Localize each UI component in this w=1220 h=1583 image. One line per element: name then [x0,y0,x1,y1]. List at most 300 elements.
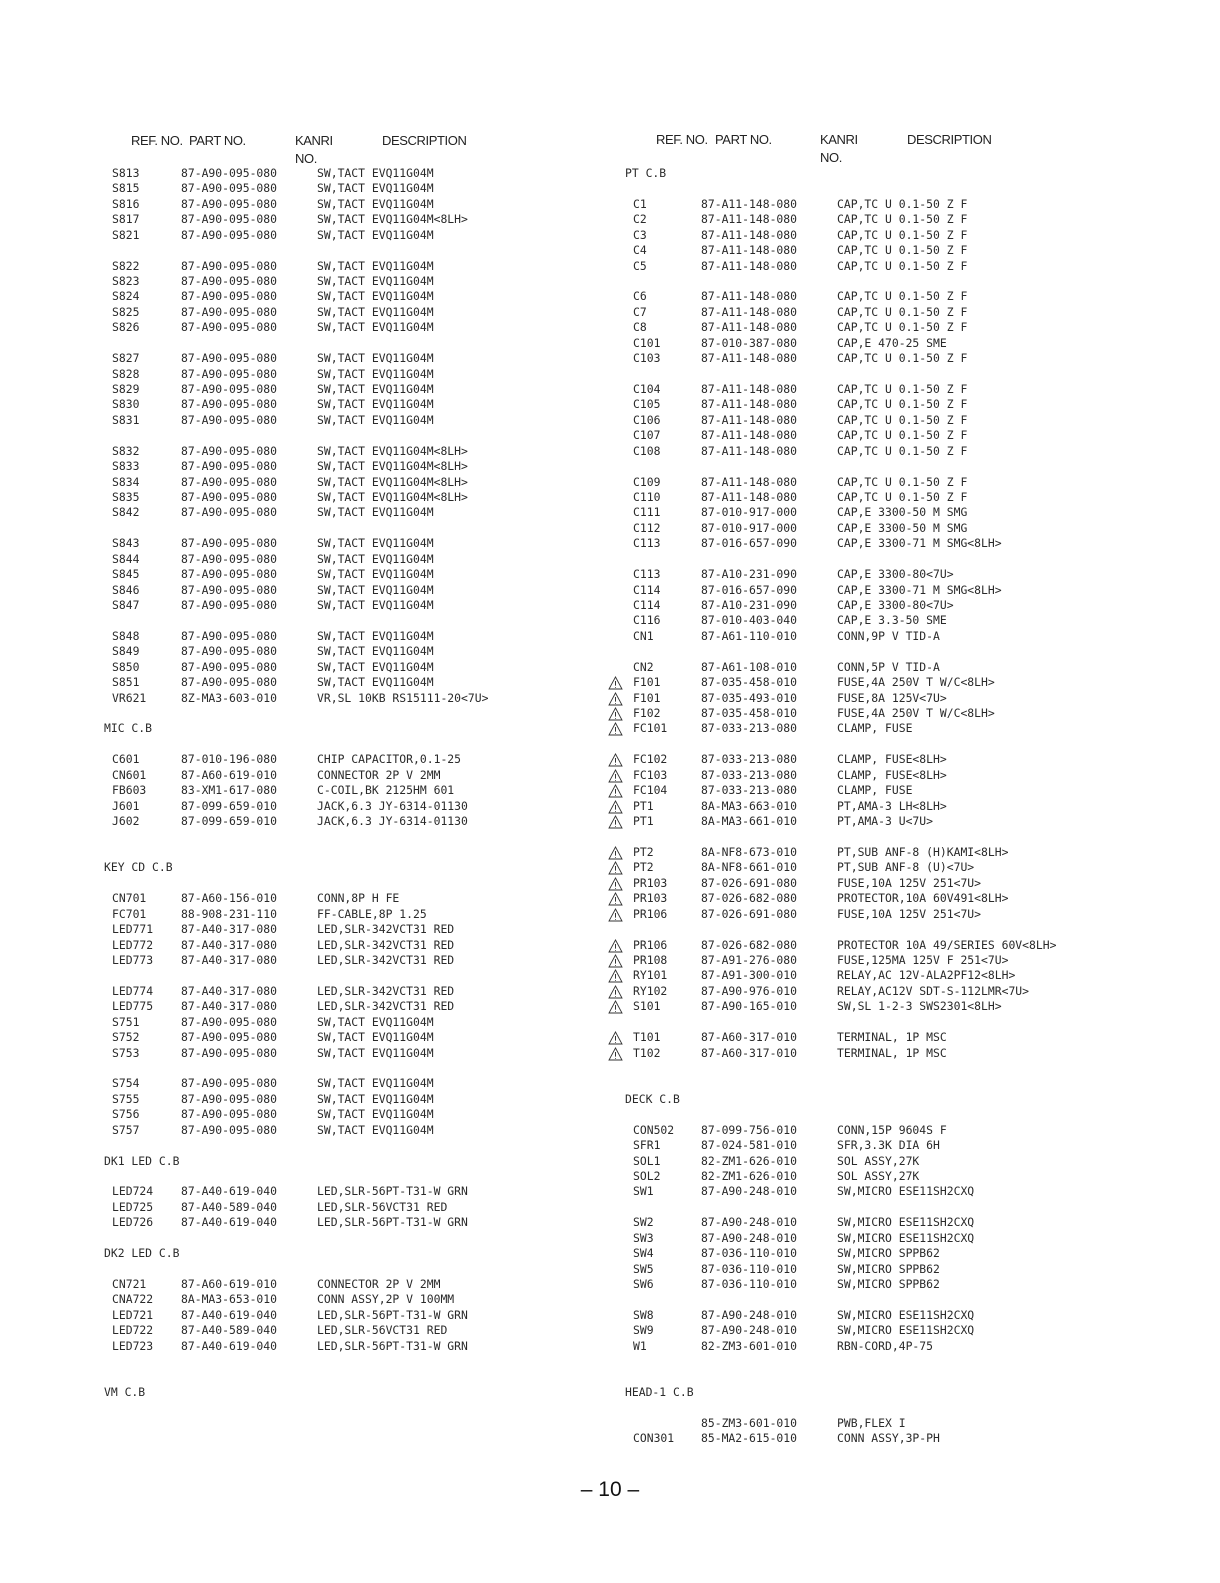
description: SW,TACT EVQ11G04M [317,582,434,597]
part-row [0,999,1220,1014]
ref-no: C5 [633,258,647,273]
header-kanri-no-right: NO. [820,150,842,165]
ref-no: CON301 [633,1431,675,1446]
part-row [0,536,1220,551]
description: LED,SLR-342VCT31 RED [317,922,455,937]
ref-no: S821 [112,227,140,242]
description: SW,TACT EVQ11G04M<8LH> [317,443,468,458]
ref-no: C2 [633,212,647,227]
part-no: 87-A90-095-080 [181,227,278,242]
description: SW,MICRO SPPB62 [837,1276,940,1291]
part-no: 87-036-110-010 [701,1276,798,1291]
description: SW,TACT EVQ11G04M [317,567,434,582]
part-no: 87-A90-248-010 [701,1184,798,1199]
part-no: 87-016-657-090 [701,536,798,551]
part-row [0,259,1220,274]
part-no: 87-A90-095-080 [181,536,278,551]
ref-no: S850 [112,659,140,674]
ref-no: S752 [112,1030,140,1045]
part-no: 87-A11-148-080 [701,212,798,227]
safety-warning-icon [608,908,623,922]
description: CAP,TC U 0.1-50 Z F [837,212,968,227]
part-no: 87-A90-095-080 [181,1030,278,1045]
part-row [0,706,1220,721]
description: SW,MICRO ESE11SH2CXQ [837,1230,975,1245]
description: SOL ASSY,27K [837,1168,920,1183]
ref-no: RY102 [633,983,668,998]
part-row [0,475,1220,490]
part-no: 87-A11-148-080 [701,196,798,211]
ref-no: S817 [112,212,140,227]
part-no: 85-ZM3-601-010 [701,1415,798,1430]
description: FUSE,10A 125V 251<7U> [837,906,982,921]
ref-no: SW9 [633,1323,654,1338]
part-no: 87-A40-317-080 [181,999,278,1014]
description: CAP,TC U 0.1-50 Z F [837,196,968,211]
ref-no: S816 [112,196,140,211]
description: CONN ASSY,2P V 100MM [317,1292,455,1307]
part-row [0,567,1220,582]
part-row [0,351,1220,366]
safety-warning-icon [608,676,623,690]
part-row [0,1416,1220,1431]
part-no: 87-036-110-010 [701,1246,798,1261]
description: LED,SLR-56PT-T31-W GRN [317,1338,468,1353]
ref-no: S751 [112,1014,140,1029]
description: LED,SLR-56VCT31 RED [317,1199,448,1214]
description: CAP,TC U 0.1-50 Z F [837,474,968,489]
part-no: 87-A11-148-080 [701,382,798,397]
ref-no: LED723 [112,1338,154,1353]
description: SW,MICRO ESE11SH2CXQ [837,1184,975,1199]
description: SW,TACT EVQ11G04M<8LH> [317,490,468,505]
part-row [0,845,1220,860]
description: SW,TACT EVQ11G04M [317,304,434,319]
part-row [0,691,1220,706]
description: RELAY,AC12V SDT-S-112LMR<7U> [837,983,1030,998]
part-no: 87-A11-148-080 [701,490,798,505]
part-no: 85-MA2-615-010 [701,1431,798,1446]
part-no: 87-A90-165-010 [701,999,798,1014]
description: CAP,TC U 0.1-50 Z F [837,382,968,397]
description: LED,SLR-342VCT31 RED [317,952,455,967]
part-row [0,783,1220,798]
description: SW,TACT EVQ11G04M<8LH> [317,459,468,474]
ref-no: LED771 [112,922,154,937]
part-no: 88-908-231-110 [181,906,278,921]
ref-no: S826 [112,320,140,335]
part-row [0,1030,1220,1045]
part-no: 8A-MA3-661-010 [701,814,798,829]
description: SW,MICRO ESE11SH2CXQ [837,1307,975,1322]
part-row [0,1262,1220,1277]
ref-no: CN1 [633,628,654,643]
description: CAP,E 3300-80<7U> [837,598,954,613]
part-row [0,1292,1220,1307]
description: CAP,TC U 0.1-50 Z F [837,428,968,443]
part-no: 87-A60-619-010 [181,1276,278,1291]
part-no: 87-A40-589-040 [181,1199,278,1214]
description: CAP,E 3300-71 M SMG<8LH> [837,536,1002,551]
description: CONNECTOR 2P V 2MM [317,1276,441,1291]
ref-no: S822 [112,258,140,273]
section-heading: DECK C.B [625,1091,680,1106]
part-row [0,1092,1220,1107]
description: PT,AMA-3 LH<8LH> [837,798,947,813]
part-row [0,228,1220,243]
part-no: 87-A90-095-080 [181,1014,278,1029]
description: CAP,TC U 0.1-50 Z F [837,397,968,412]
part-no: 87-A90-095-080 [181,366,278,381]
part-row [0,1123,1220,1138]
part-row [0,444,1220,459]
ref-no: S835 [112,490,140,505]
safety-warning-icon [608,784,623,798]
ref-no: C106 [633,412,661,427]
ref-no: LED726 [112,1215,154,1230]
part-row [0,1431,1220,1446]
part-no: 82-ZM3-601-010 [701,1338,798,1353]
part-no: 87-A90-248-010 [701,1230,798,1245]
part-row [0,922,1220,937]
description: SW,TACT EVQ11G04M [317,659,434,674]
ref-no: SW6 [633,1276,654,1291]
description: SW,TACT EVQ11G04M [317,505,434,520]
header-desc-left: DESCRIPTION [382,133,467,148]
ref-no: SOL2 [633,1168,661,1183]
description: SW,TACT EVQ11G04M [317,258,434,273]
part-row [0,644,1220,659]
part-no: 87-A90-095-080 [181,582,278,597]
description: CLAMP, FUSE<8LH> [837,752,947,767]
part-no: 87-A61-108-010 [701,659,798,674]
part-row [0,289,1220,304]
part-no: 87-A11-148-080 [701,304,798,319]
description: PROTECTOR 10A 49/SERIES 60V<8LH> [837,937,1057,952]
description: PT,SUB ANF-8 (H)KAMI<8LH> [837,844,1009,859]
part-row [0,1169,1220,1184]
description: SW,TACT EVQ11G04M [317,166,434,180]
part-no: 87-A11-148-080 [701,320,798,335]
part-no: 87-026-682-080 [701,891,798,906]
description: SW,MICRO SPPB62 [837,1246,940,1261]
part-row [0,876,1220,891]
part-row [0,459,1220,474]
part-row [0,166,1220,181]
description: FUSE,4A 250V T W/C<8LH> [837,675,995,690]
part-no: 87-A90-095-080 [181,304,278,319]
ref-no: CN721 [112,1276,147,1291]
header-ref-right: REF. NO. [656,132,708,147]
ref-no: C8 [633,320,647,335]
ref-no: S754 [112,1076,140,1091]
part-no: 87-A11-148-080 [701,227,798,242]
ref-no: CN601 [112,767,147,782]
part-no: 87-A90-095-080 [181,628,278,643]
part-no: 87-033-213-080 [701,721,798,736]
ref-no: S824 [112,289,140,304]
part-row [0,1246,1220,1261]
part-no: 87-A40-619-040 [181,1215,278,1230]
ref-no: S848 [112,628,140,643]
part-no: 87-A90-095-080 [181,505,278,520]
safety-warning-icon [608,861,623,875]
part-no: 87-099-659-010 [181,814,278,829]
ref-no: C6 [633,289,647,304]
part-row [0,1076,1220,1091]
header-kanri-right: KANRI [820,132,858,147]
part-no: 87-A60-619-010 [181,767,278,782]
description: LED,SLR-56PT-T31-W GRN [317,1307,468,1322]
ref-no: S825 [112,304,140,319]
description: SFR,3.3K DIA 6H [837,1138,940,1153]
part-row [0,305,1220,320]
part-no: 87-033-213-080 [701,783,798,798]
part-row [0,1154,1220,1169]
section-heading: MIC C.B [104,721,153,736]
description: PROTECTOR,10A 60V491<8LH> [837,891,1009,906]
part-no: 87-A11-148-080 [701,428,798,443]
description: SW,TACT EVQ11G04M [317,274,434,288]
part-no: 87-A11-148-080 [701,258,798,273]
ref-no: CN701 [112,891,147,906]
section-heading: HEAD-1 C.B [625,1384,694,1399]
part-row [0,799,1220,814]
part-no: 87-A40-317-080 [181,922,278,937]
ref-no: C105 [633,397,661,412]
description: FUSE,125MA 125V F 251<7U> [837,952,1009,967]
part-row [0,984,1220,999]
ref-no: S101 [633,999,661,1014]
ref-no: C7 [633,304,647,319]
ref-no: FC101 [633,721,668,736]
part-row [0,1323,1220,1338]
ref-no: LED772 [112,937,154,952]
ref-no: SW5 [633,1261,654,1276]
part-no: 87-A90-095-080 [181,1045,278,1060]
ref-no: C112 [633,520,661,535]
description: SW,TACT EVQ11G04M [317,1030,434,1045]
ref-no: F101 [633,675,661,690]
ref-no: C4 [633,243,647,258]
description: JACK,6.3 JY-6314-01130 [317,814,468,829]
part-no: 87-A90-095-080 [181,675,278,690]
part-no: 87-A60-317-010 [701,1045,798,1060]
ref-no: SW3 [633,1230,654,1245]
section-heading: PT C.B [625,166,667,180]
description: SOL ASSY,27K [837,1153,920,1168]
ref-no: C111 [633,505,661,520]
safety-warning-icon [608,892,623,906]
part-no: 87-A40-619-040 [181,1338,278,1353]
ref-no: S849 [112,644,140,659]
part-row [0,768,1220,783]
ref-no: SW1 [633,1184,654,1199]
part-no: 87-010-917-000 [701,505,798,520]
ref-no: C107 [633,428,661,443]
description: LED,SLR-56PT-T31-W GRN [317,1184,468,1199]
part-no: 87-099-756-010 [701,1122,798,1137]
ref-no: C108 [633,443,661,458]
ref-no: PR103 [633,891,668,906]
description: SW,TACT EVQ11G04M [317,628,434,643]
ref-no: VR621 [112,690,147,705]
description: CONN,15P 9604S F [837,1122,947,1137]
description: PT,SUB ANF-8 (U)<7U> [837,860,975,875]
part-no: 87-A11-148-080 [701,412,798,427]
part-row [0,367,1220,382]
description: PWB,FLEX I [837,1415,906,1430]
part-no: 87-026-682-080 [701,937,798,952]
part-no: 87-010-917-000 [701,520,798,535]
description: SW,TACT EVQ11G04M [317,1014,434,1029]
ref-no: C114 [633,598,661,613]
ref-no: CON502 [633,1122,675,1137]
ref-no: C103 [633,351,661,366]
part-no: 87-033-213-080 [701,752,798,767]
section-heading: KEY CD C.B [104,860,173,875]
part-no: 87-035-458-010 [701,706,798,721]
part-no: 87-A40-619-040 [181,1184,278,1199]
part-no: 8Z-MA3-603-010 [181,690,278,705]
description: SW,TACT EVQ11G04M [317,196,434,211]
part-no: 87-A11-148-080 [701,289,798,304]
ref-no: LED774 [112,983,154,998]
part-row [0,212,1220,227]
safety-warning-icon [608,1031,623,1045]
ref-no: S823 [112,274,140,288]
description: SW,TACT EVQ11G04M<8LH> [317,212,468,227]
part-no: 87-A90-095-080 [181,598,278,613]
section-heading: DK2 LED C.B [104,1246,180,1261]
description: CONN,9P V TID-A [837,628,940,643]
description: SW,TACT EVQ11G04M [317,1122,434,1137]
description: SW,TACT EVQ11G04M [317,382,434,397]
ref-no: S755 [112,1091,140,1106]
ref-no: C113 [633,536,661,551]
part-no: 87-035-458-010 [701,675,798,690]
description: CONN,5P V TID-A [837,659,940,674]
description: LED,SLR-56PT-T31-W GRN [317,1215,468,1230]
ref-no: F101 [633,690,661,705]
header-kanri-no-left: NO. [295,151,317,166]
description: C-COIL,BK 2125HM 601 [317,783,455,798]
part-row [0,320,1220,335]
part-no: 87-A60-156-010 [181,891,278,906]
safety-warning-icon [608,1047,623,1061]
ref-no: S832 [112,443,140,458]
part-no: 87-A90-095-080 [181,474,278,489]
ref-no: SW2 [633,1215,654,1230]
description: CAP,E 3300-80<7U> [837,567,954,582]
ref-no: C1 [633,196,647,211]
description: SW,TACT EVQ11G04M [317,551,434,566]
ref-no: SW4 [633,1246,654,1261]
description: SW,MICRO ESE11SH2CXQ [837,1215,975,1230]
ref-no: LED773 [112,952,154,967]
ref-no: PT2 [633,844,654,859]
part-row [0,490,1220,505]
ref-no: S833 [112,459,140,474]
ref-no: SW8 [633,1307,654,1322]
description: CAP,E 3300-50 M SMG [837,505,968,520]
description: CAP,E 470-25 SME [837,335,947,350]
description: SW,TACT EVQ11G04M [317,351,434,366]
description: SW,TACT EVQ11G04M [317,1107,434,1122]
description: SW,SL 1-2-3 SWS2301<8LH> [837,999,1002,1014]
part-no: 87-A90-095-080 [181,567,278,582]
part-no: 87-A60-317-010 [701,1030,798,1045]
ref-no: PR103 [633,875,668,890]
description: TERMINAL, 1P MSC [837,1030,947,1045]
part-no: 8A-NF8-673-010 [701,844,798,859]
part-no: 87-A90-095-080 [181,289,278,304]
part-row [0,1231,1220,1246]
part-row [0,382,1220,397]
ref-no: S851 [112,675,140,690]
ref-no: F102 [633,706,661,721]
ref-no: FB603 [112,783,147,798]
ref-no: S753 [112,1045,140,1060]
safety-warning-icon [608,1000,623,1014]
ref-no: S844 [112,551,140,566]
safety-warning-icon [608,769,623,783]
part-row [0,552,1220,567]
description: RBN-CORD,4P-75 [837,1338,934,1353]
part-row [0,953,1220,968]
part-row [0,505,1220,520]
part-row [0,274,1220,289]
ref-no: W1 [633,1338,647,1353]
part-row [0,598,1220,613]
ref-no: FC701 [112,906,147,921]
part-row [0,907,1220,922]
safety-warning-icon [608,707,623,721]
part-no: 87-A90-095-080 [181,412,278,427]
part-no: 87-016-657-090 [701,582,798,597]
description: SW,TACT EVQ11G04M [317,412,434,427]
part-no: 87-036-110-010 [701,1261,798,1276]
part-no: 87-A90-095-080 [181,212,278,227]
description: SW,MICRO ESE11SH2CXQ [837,1323,975,1338]
part-row [0,721,1220,736]
description: PT,AMA-3 U<7U> [837,814,934,829]
description: CAP,TC U 0.1-50 Z F [837,227,968,242]
ref-no: C109 [633,474,661,489]
ref-no: SOL1 [633,1153,661,1168]
ref-no: S834 [112,474,140,489]
description: SW,TACT EVQ11G04M [317,366,434,381]
part-no: 87-A90-095-080 [181,1107,278,1122]
ref-no: C601 [112,752,140,767]
description: SW,TACT EVQ11G04M [317,397,434,412]
part-no: 87-A90-095-080 [181,659,278,674]
ref-no: S830 [112,397,140,412]
ref-no: C104 [633,382,661,397]
part-no: 87-A90-095-080 [181,1122,278,1137]
part-no: 87-A10-231-090 [701,567,798,582]
description: FUSE,10A 125V 251<7U> [837,875,982,890]
description: CAP,TC U 0.1-50 Z F [837,490,968,505]
safety-warning-icon [608,954,623,968]
part-no: 87-A90-976-010 [701,983,798,998]
part-no: 87-A90-095-080 [181,1076,278,1091]
description: SW,TACT EVQ11G04M [317,536,434,551]
header-desc-right: DESCRIPTION [907,132,992,147]
part-no: 87-010-196-080 [181,752,278,767]
part-no: 82-ZM1-626-010 [701,1153,798,1168]
description: SW,TACT EVQ11G04M [317,1045,434,1060]
